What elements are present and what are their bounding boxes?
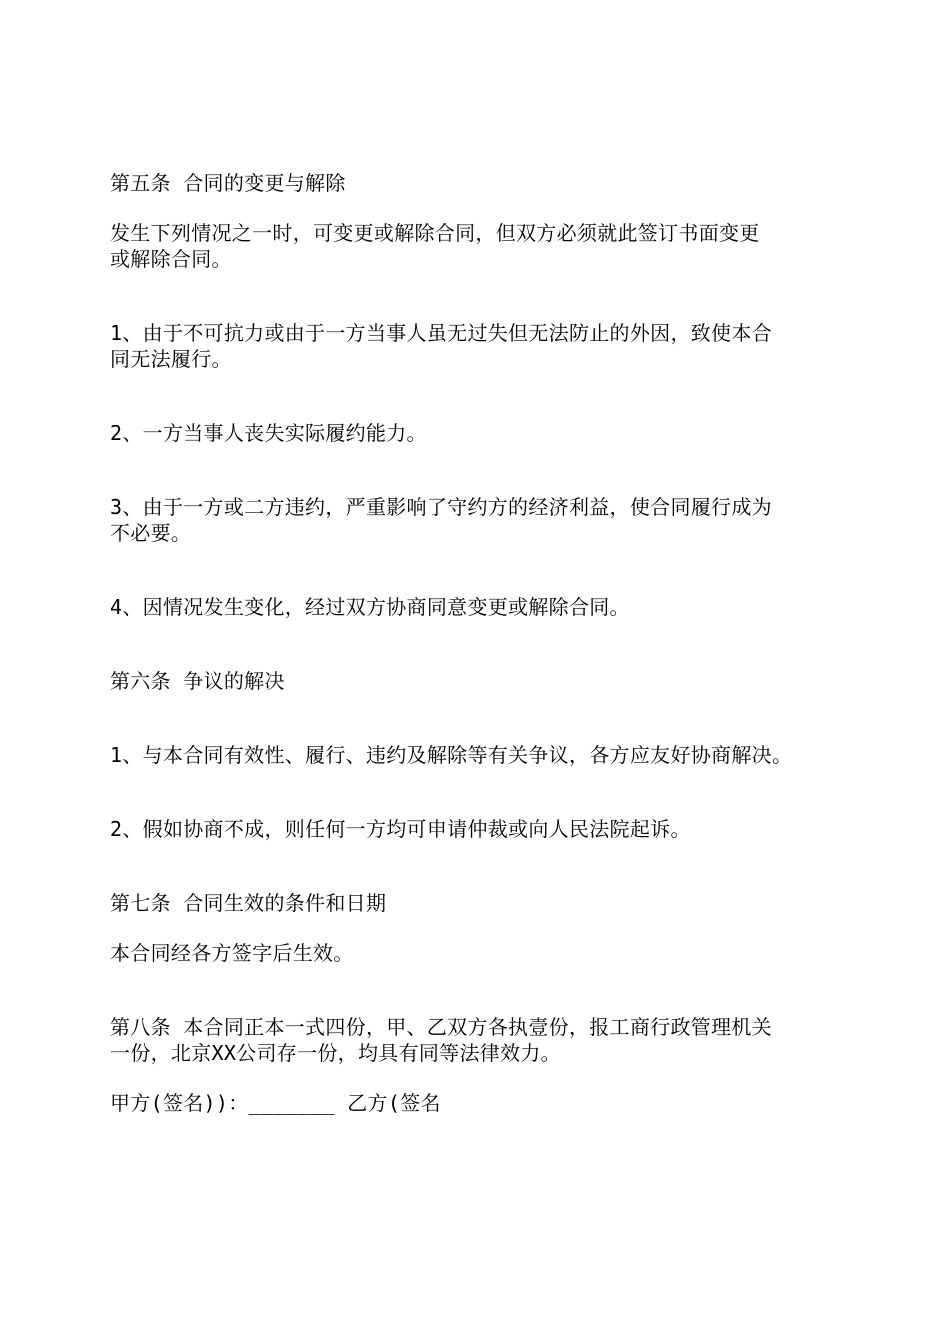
article-5-item-1-line-1: 1、由于不可抗力或由于一方当事人虽无过失但无法防止的外因，致使本合 [110,321,772,345]
article-5-item-1-line-2: 同无法履行。 [110,347,232,371]
article-6-item-1: 1、与本合同有效性、履行、违约及解除等有关争议，各方应友好协商解决。 [110,743,793,767]
article-5-item-2: 2、一方当事人丧失实际履约能力。 [110,421,427,445]
article-8-line-2: 一份，北京XX公司存一份，均具有同等法律效力。 [110,1041,561,1065]
article-5-item-4: 4、因情况发生变化，经过双方协商同意变更或解除合同。 [110,595,630,619]
article-5-item-3-line-2: 不必要。 [110,521,192,545]
article-5-item-3-line-1: 3、由于一方或二方违约，严重影响了守约方的经济利益，使合同履行成为 [110,495,772,519]
article-5-heading: 第五条 合同的变更与解除 [110,171,346,195]
article-6-heading: 第六条 争议的解决 [110,669,285,693]
article-7-body: 本合同经各方签字后生效。 [110,941,354,965]
article-7-heading: 第七条 合同生效的条件和日期 [110,891,387,915]
article-5-intro-line-2: 或解除合同。 [110,247,232,271]
article-6-item-2: 2、假如协商不成，则任何一方均可申请仲裁或向人民法院起诉。 [110,817,691,841]
article-8-line-1: 第八条 本合同正本一式四份，甲、乙双方各执壹份，报工商行政管理机关 [110,1015,772,1039]
article-5-intro-line-1: 发生下列情况之一时，可变更或解除合同，但双方必须就此签订书面变更 [110,221,760,245]
signature-line: 甲方(签名))：_______ 乙方(签名 [110,1091,441,1115]
